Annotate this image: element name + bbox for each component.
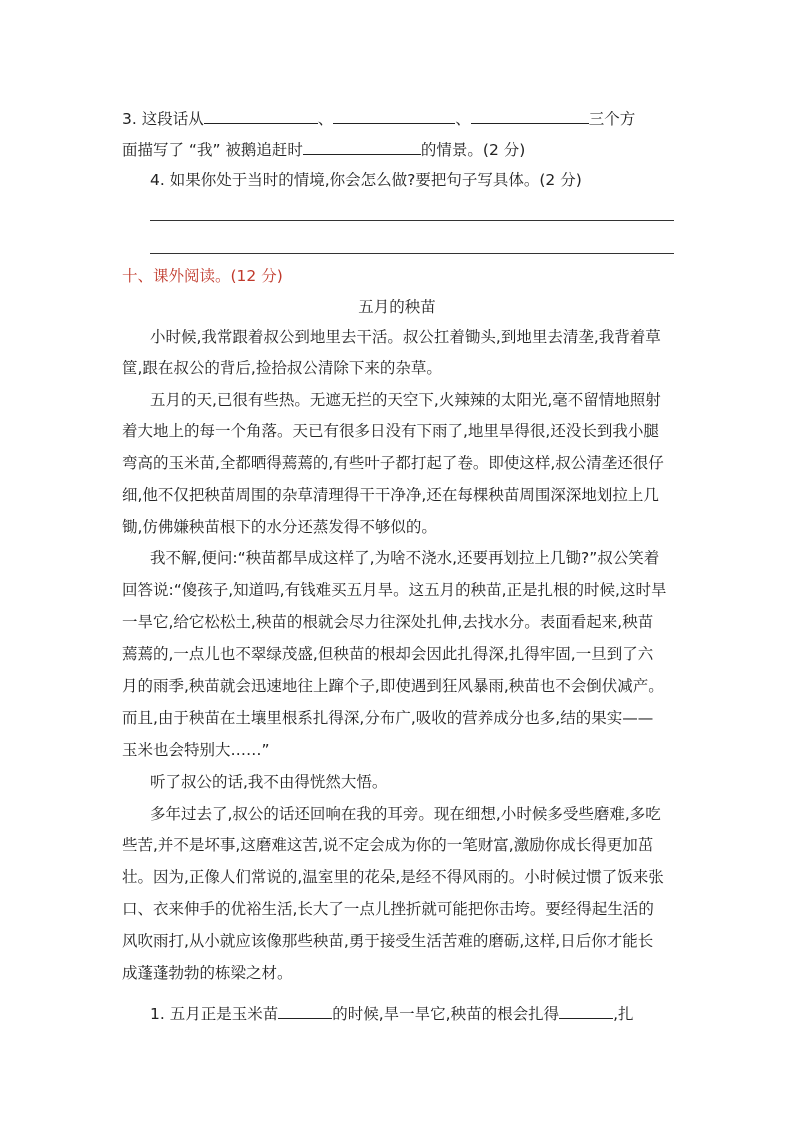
passage-line: 着大地上的每一个角落。天已有很多日没有下雨了,地里旱得很,还没长到我小腿 [122, 422, 659, 440]
passage-line: 听了叔公的话,我不由得恍然大悟。 [150, 773, 388, 791]
question-3-text-2: 面描写了 “我” 被鹅追赶时 [122, 141, 303, 159]
answer-line-1[interactable] [150, 220, 674, 221]
question-1-text-2: 的时候,旱一旱它,秧苗的根会扎得 [332, 1005, 560, 1023]
separator: 、 [317, 110, 334, 128]
passage-line: 口、衣来伸手的优裕生活,长大了一点儿挫折就可能把你击垮。要经得起生活的 [122, 900, 654, 918]
passage-line: 回答说:“傻孩子,知道吗,有钱难买五月旱。这五月的秧苗,正是扎根的时候,这时旱 [122, 581, 667, 599]
passage-line: 风吹雨打,从小就应该像那些秧苗,勇于接受生活苦难的磨砺,这样,日后你才能长 [122, 932, 654, 950]
passage-line: 小时候,我常跟着叔公到地里去干活。叔公扛着锄头,到地里去清垄,我背着草 [150, 328, 661, 346]
question-1-line [150, 1002, 678, 1024]
passage-line: 一旱它,给它松松土,秧苗的根就会尽力往深处扎伸,去找水分。表面看起来,秧苗 [122, 613, 654, 631]
section-heading: 十、课外阅读。(12 分) [122, 267, 283, 285]
answer-blank-1[interactable] [204, 107, 318, 124]
passage-line: 五月的天,已很有些热。无遮无拦的天空下,火辣辣的太阳光,毫不留情地照射 [150, 391, 661, 409]
passage-line: 而且,由于秧苗在土壤里根系扎得深,分布广,吸收的营养成分也多,结的果实—— [122, 709, 654, 727]
question-1-text-3: ,扎 [613, 1005, 634, 1023]
answer-line-2[interactable] [150, 253, 674, 254]
question-4: 4. 如果你处于当时的情境,你会怎么做?要把句子写具体。(2 分) [150, 171, 582, 189]
question-3-text-end: 三个方 [588, 110, 636, 128]
question-3-line-2 [122, 138, 678, 160]
passage-line: 锄,仿佛嫌秧苗根下的水分还蒸发得不够似的。 [122, 518, 437, 536]
passage-line: 些苦,并不是坏事,这磨难这苦,说不定会成为你的一笔财富,激励你成长得更加茁 [122, 836, 654, 854]
passage-line: 弯高的玉米苗,全都晒得蔫蔫的,有些叶子都打起了卷。即使这样,叔公清垄还很仔 [122, 454, 664, 472]
question-3-line-1 [122, 107, 678, 129]
answer-blank-6[interactable] [559, 1002, 613, 1019]
answer-blank-4[interactable] [303, 138, 421, 155]
answer-blank-2[interactable] [333, 107, 455, 124]
answer-blank-5[interactable] [278, 1002, 332, 1019]
passage-line: 蔫蔫的,一点儿也不翠绿茂盛,但秧苗的根却会因此扎得深,扎得牢固,一旦到了六 [122, 645, 654, 663]
question-1-text: 1. 五月正是玉米苗 [150, 1005, 279, 1023]
question-3-score: 的情景。(2 分) [420, 141, 526, 159]
passage-line: 成蓬蓬勃勃的栋梁之材。 [122, 964, 293, 982]
passage-line: 细,他不仅把秧苗周围的杂草清理得干干净净,还在每棵秧苗周围深深地划拉上几 [122, 486, 659, 504]
passage-line: 筐,跟在叔公的背后,捡拾叔公清除下来的杂草。 [122, 359, 442, 377]
passage-line: 月的雨季,秧苗就会迅速地往上蹿个子,即使遇到狂风暴雨,秧苗也不会倒伏减产。 [122, 677, 664, 695]
passage-line: 壮。因为,正像人们常说的,温室里的花朵,是经不得风雨的。小时候过惯了饭来张 [122, 868, 664, 886]
passage-title: 五月的秧苗 [358, 298, 436, 316]
passage-line: 多年过去了,叔公的话还回响在我的耳旁。现在细想,小时候多受些磨难,多吃 [150, 805, 661, 823]
passage-line: 玉米也会特别大……” [122, 741, 270, 759]
separator: 、 [455, 110, 471, 128]
answer-blank-3[interactable] [471, 107, 589, 124]
passage-line: 我不解,便问:“秧苗都旱成这样了,为啥不浇水,还要再划拉上几锄?”叔公笑着 [150, 549, 660, 567]
question-3-text: 3. 这段话从 [122, 110, 204, 128]
